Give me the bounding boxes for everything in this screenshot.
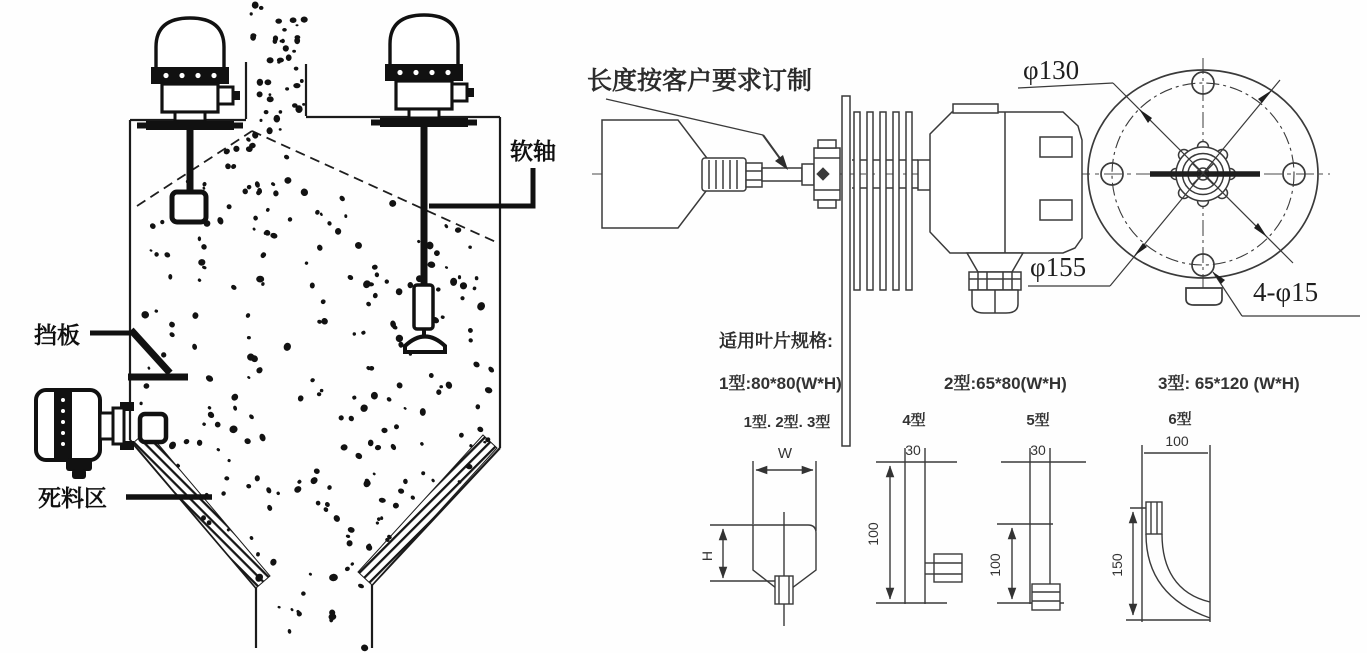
blade-type-6-width: 100 xyxy=(1165,433,1189,449)
dead-zone-hatch-right xyxy=(358,435,497,585)
paddle-weight xyxy=(405,337,445,353)
blade-type-drawings xyxy=(699,410,1210,626)
flexible-shaft-line xyxy=(421,127,428,285)
shaft-coupling xyxy=(414,285,433,329)
blade-type-123-width: W xyxy=(777,445,793,462)
blade-type-5-height: 100 xyxy=(987,553,1003,577)
inlet-stream-dots xyxy=(250,2,308,135)
rigid-shaft xyxy=(187,130,194,192)
blade-type-4-height: 100 xyxy=(865,522,881,546)
paddle xyxy=(172,192,206,222)
blade-type-4-width: 30 xyxy=(905,442,921,458)
shaft xyxy=(762,164,814,185)
dim-4phi15-text: 4-φ15 xyxy=(1253,277,1319,307)
side-sensor xyxy=(36,390,166,479)
mounting-boss xyxy=(814,140,840,208)
flexible-shaft-leader xyxy=(429,168,533,206)
label-length-note: 长度按客户要求订制 xyxy=(587,67,813,95)
blade-spec-heading: 适用叶片规格: xyxy=(719,331,833,351)
housing xyxy=(930,104,1082,253)
dim-phi155-text: φ155 xyxy=(1030,252,1087,282)
blade-spec-2: 2型:65*80(W*H) xyxy=(944,374,1067,393)
blade-type-123-label: 1型. 2型. 3型 xyxy=(743,414,831,431)
baffle-plate xyxy=(128,330,188,377)
blade-spec-section xyxy=(719,330,1300,393)
blade-type-6 xyxy=(1109,410,1210,622)
label-flexible-shaft: 软轴 xyxy=(510,138,556,164)
dim-phi130-text: φ130 xyxy=(1023,55,1080,85)
silo-installation-diagram xyxy=(34,2,556,653)
blade-type-123-height: H xyxy=(699,550,715,562)
cable-entry-gland xyxy=(967,253,1023,313)
dim-4-phi15 xyxy=(1213,272,1360,316)
blade-type-6-label: 6型 xyxy=(1168,411,1192,428)
cooling-fins xyxy=(852,112,940,290)
dead-zone-hatch-left xyxy=(133,431,270,588)
blade-type-123 xyxy=(699,413,830,626)
blade-type-5 xyxy=(987,411,1086,610)
label-baffle: 挡板 xyxy=(34,322,80,348)
label-dead-zone: 死料区 xyxy=(38,485,107,511)
blade-type-5-width: 30 xyxy=(1030,442,1046,458)
mounting-plate xyxy=(842,96,850,446)
hopper-outline xyxy=(130,62,500,648)
blade-type-6-height: 150 xyxy=(1109,553,1125,577)
blade-spec-3: 3型: 65*120 (W*H) xyxy=(1158,374,1300,393)
blade-type-5-label: 5型 xyxy=(1026,412,1050,429)
top-sensor-right xyxy=(371,15,477,352)
spline-coupling xyxy=(702,158,762,191)
flange-bottom-tab xyxy=(1186,288,1222,305)
blade-type-4 xyxy=(865,411,962,604)
side-paddle xyxy=(140,414,166,442)
blade-type-4-label: 4型 xyxy=(902,412,926,429)
blade-spec-1: 1型:80*80(W*H) xyxy=(719,374,842,393)
